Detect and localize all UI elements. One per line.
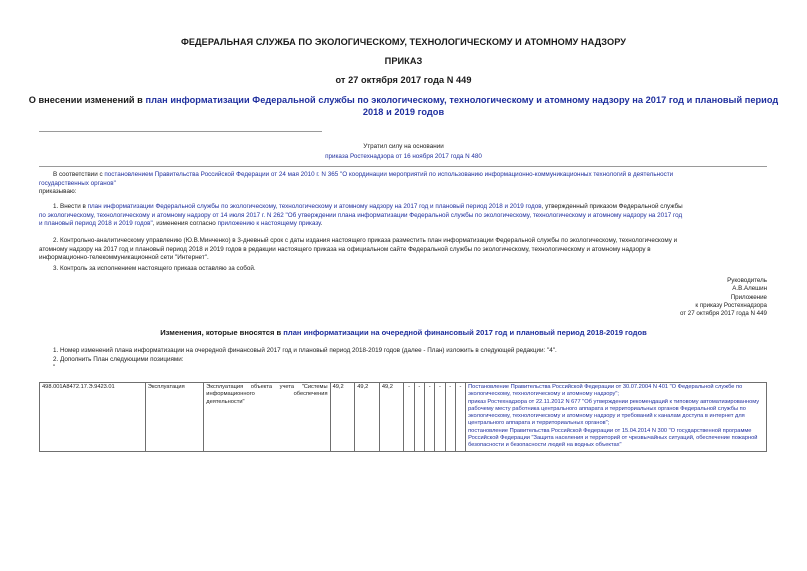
cell-value-3: 49,2 (379, 383, 404, 452)
paragraph-3: 3. Контроль за исполнением настоящего приказа оставляю за собой. (53, 265, 256, 272)
title-link-plan-years[interactable]: 2018 и 2019 годов (362, 107, 445, 117)
cell-dash: - (445, 383, 455, 452)
p1-link-order-cont[interactable]: и плановый период 2018 и 2019 годов" (39, 220, 153, 228)
changes-title-link[interactable]: план информатизации на очередной финансовый 2017 год и плановый период 2018-2019 годов (283, 328, 647, 337)
p1-prefix: 1. Внести в (53, 203, 88, 210)
signature-block (680, 277, 767, 318)
basis-link-2[interactable]: приказ Ростехнадзора от 22.11.2012 N 677 "Об утверждении рекомендаций к типовому автоматизированному рабочему месту работника центрального аппарата и территориальных органов Федеральной службы по экологическому, технологическому и атомному надзору и требований к каналам доступа в интернет для центрального аппарата и территориальных органов"; (468, 398, 760, 427)
changes-table (39, 382, 767, 452)
basis-link-3[interactable]: постановление Правительства Российской Федерации от 15.04.2014 N 300 "О государственной программе Российской Федерации "Защита населения и территорий от чрезвычайных ситуаций, обеспечение пожарной безопасности и безопасности людей на водных объектах" (468, 427, 758, 449)
p1-line3-mid: , изменения согласно (152, 220, 218, 228)
cell-dash: - (404, 383, 414, 452)
changes-title (0, 328, 807, 337)
preamble-link[interactable]: постановлением Правительства Российской Федерации от 24 мая 2010 г. N 365 "О координации мероприятий по использованию информационно-коммуникационных технологий в деятельности (104, 171, 674, 178)
cell-stage: Эксплуатация (145, 383, 204, 452)
cell-legal-basis (466, 383, 767, 452)
changes-item-2: 2. Дополнить План следующими позициями: (53, 356, 184, 363)
appendix-date: от 27 октября 2017 года N 449 (679, 310, 767, 318)
title-divider (39, 131, 322, 132)
p2-line3: информационно-телекоммуникационной сети "Интернет". (39, 254, 209, 262)
cell-dash: - (425, 383, 435, 452)
appendix-reference: к приказу Ростехнадзора (695, 301, 767, 309)
cell-value-2: 49,2 (355, 383, 380, 452)
order-word: приказываю: (39, 188, 77, 196)
p1-end: . (320, 220, 323, 228)
p1-link-plan[interactable]: план информатизации Федеральной службы по экологическому, технологическому и атомному надзору на 2017 год и плановый период 2018 и 2019 годов (87, 203, 542, 210)
changes-item-1: 1. Номер изменений плана информатизации на очередной финансовый 2017 год и плановый период 2018-2019 годов (далее - План) изложить в следующей редакции: "4". (53, 347, 557, 354)
cell-description: Эксплуатация объекта учета "Системы информационного обеспечения деятельности" (204, 383, 330, 452)
p2-line2: атомному надзору на 2017 год и плановый период 2018 и 2019 годов в редакции настоящего приказа на официальном сайте Федеральной службы по экологическому, технологическому и атомному надзору в (39, 245, 651, 253)
title-prefix: О внесении изменений в (28, 95, 146, 105)
cell-dash: - (455, 383, 465, 452)
appendix-label: Приложение (730, 293, 767, 301)
basis-link-1[interactable]: Постановление Правительства Российской Федерации от 30.07.2004 N 401 "О Федеральной службе по экологическому, технологическому и атомному надзору"; (468, 384, 743, 398)
table-row (40, 383, 767, 452)
p2-line1: 2. Контрольно-аналитическому управлению (Ю.В.Минченко) в 3-дневный срок с даты издания настоящего приказа разместить план информатизации Федеральной службы по экологическому, технологическому и (53, 237, 678, 244)
repeal-notice-link[interactable]: приказа Ростехнадзора от 16 ноября 2017 года N 480 (325, 153, 482, 160)
p1-mid: , утвержденный приказом Федеральной службы (541, 203, 683, 210)
cell-code: 498.001А8472.17.Э.9423.01 (40, 383, 146, 452)
document-date-number: от 27 октября 2017 года N 449 (335, 75, 472, 85)
signer-name: А.В.Алешин (732, 285, 767, 293)
paragraph-1 (39, 203, 767, 229)
changes-title-prefix: Изменения, которые вносятся в (160, 328, 284, 337)
p1-link-appendix[interactable]: приложению к настоящему приказу (217, 220, 321, 228)
repeal-notice-line: Утратил силу на основании (363, 143, 444, 150)
preamble (39, 171, 767, 197)
cell-dash: - (435, 383, 445, 452)
preamble-link-cont[interactable]: государственных органов" (39, 179, 116, 187)
document-title (20, 94, 787, 118)
title-link-plan[interactable]: план информатизации Федеральной службы по экологическому, технологическому и атомному надзору на 2017 год и плановый период (145, 95, 779, 105)
agency-name: ФЕДЕРАЛЬНАЯ СЛУЖБА ПО ЭКОЛОГИЧЕСКОМУ, ТЕХНОЛОГИЧЕСКОМУ И АТОМНОМУ НАДЗОРУ (180, 37, 627, 47)
cell-value-1: 49,2 (330, 383, 355, 452)
paragraph-2 (39, 237, 767, 263)
signer-role: Руководитель (727, 277, 767, 284)
notice-divider (39, 166, 767, 167)
document-type: ПРИКАЗ (384, 56, 423, 66)
preamble-prefix: В соответствии с (53, 171, 105, 178)
p1-link-order[interactable]: по экологическому, технологическому и атомному надзору от 14 июля 2017 г. N 262 "Об утверждении плана информатизации Федеральной службы по экологическому, технологическому и атомному надзору на 2017 год (39, 211, 683, 219)
quote-mark: " (53, 364, 56, 371)
cell-dash: - (414, 383, 424, 452)
